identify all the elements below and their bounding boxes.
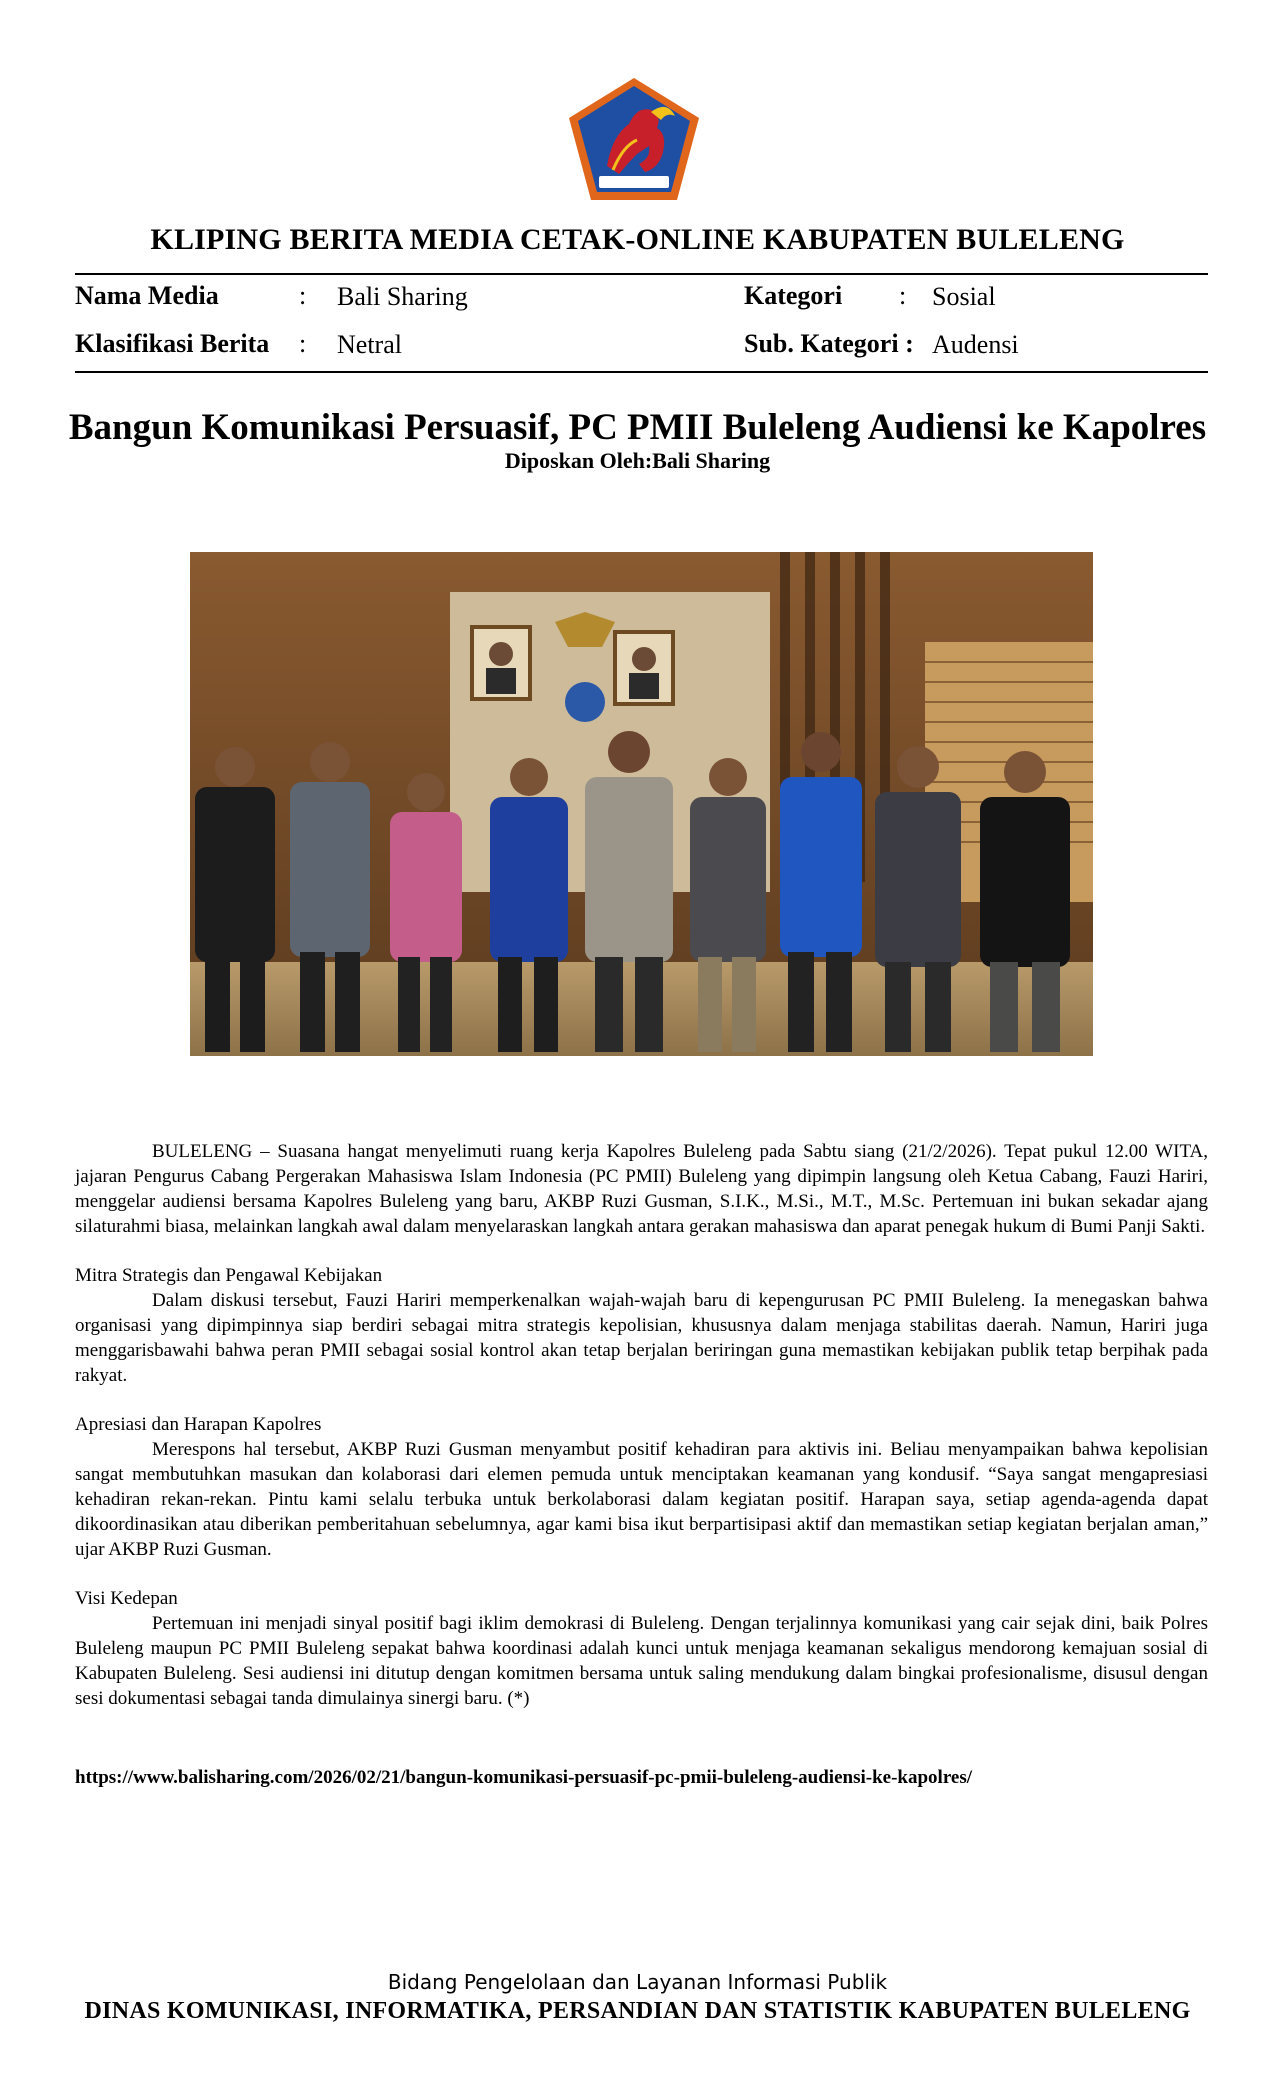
regency-emblem-logo — [567, 76, 701, 202]
group-photo — [190, 552, 1093, 1056]
article-body — [75, 1139, 1208, 1711]
article-byline: Diposkan Oleh:Bali Sharing — [504, 448, 771, 473]
subheading-mitra-strategis: Mitra Strategis dan Pengawal Kebijakan — [75, 1265, 383, 1286]
paragraph-apresiasi: Merespons hal tersebut, AKBP Ruzi Gusman menyambut positif kehadiran para aktivis ini. Beliau menyampaikan bahwa kepolisian sangat membutuhkan masukan dan kolaborasi dari elemen pemuda untuk menciptakan keamanan yang kondusif. “Saya sangat mengapresiasi kehadiran rekan-rekan. Pintu kami selalu terbuka untuk berkolaborasi dalam kegiatan positif. Harapan saya, setiap agenda-agenda dapat dikoordinasikan atau diberikan pemberitahuan sebelumnya, agar kami bisa ikut berpartisipasi aktif dan memastikan setiap kegiatan berjalan aman,” ujar AKBP Ruzi Gusman. — [75, 1439, 1208, 1560]
nama-media-separator: : — [299, 281, 307, 310]
sub-kategori-label: Sub. Kategori : — [744, 329, 914, 358]
nama-media-label: Nama Media — [75, 281, 219, 310]
article-title: Bangun Komunikasi Persuasif, PC PMII Buleleng Audiensi ke Kapolres — [68, 407, 1207, 448]
paragraph-visi-kedepan: Pertemuan ini menjadi sinyal positif bagi iklim demokrasi di Buleleng. Dengan terjalinnya komunikasi yang cair sejak dini, baik Polres Buleleng maupun PC PMII Buleleng sepakat bahwa koordinasi adalah kunci untuk menjaga keamanan sekaligus mendorong kemajuan sosial di Kabupaten Buleleng. Sesi audiensi ini ditutup dengan komitmen bersama untuk saling mendukung dalam bingkai profesionalisme, disusul dengan sesi dokumentasi sebagai tanda dimulainya sinergi baru. (*) — [75, 1613, 1208, 1709]
kategori-separator: : — [899, 281, 907, 310]
subheading-apresiasi: Apresiasi dan Harapan Kapolres — [75, 1414, 322, 1435]
klasifikasi-berita-label: Klasifikasi Berita — [75, 329, 270, 358]
klasifikasi-berita-value: Netral — [337, 330, 402, 359]
source-url-link[interactable]: https://www.balisharing.com/2026/02/21/bangun-komunikasi-persuasif-pc-pmii-buleleng-audiensi-ke-kapolres/ — [75, 1767, 973, 1788]
subheading-visi-kedepan: Visi Kedepan — [75, 1588, 178, 1609]
top-divider — [75, 273, 1208, 275]
nama-media-value: Bali Sharing — [337, 282, 468, 311]
footer-agency: DINAS KOMUNIKASI, INFORMATIKA, PERSANDIAN DAN STATISTIK KABUPATEN BULELENG — [84, 1998, 1191, 2024]
paragraph-intro: BULELENG – Suasana hangat menyelimuti ruang kerja Kapolres Buleleng pada Sabtu siang (21/2/2026). Tepat pukul 12.00 WITA, jajaran Pengurus Cabang Pergerakan Mahasiswa Islam Indonesia (PC PMII) Buleleng yang dipimpin langsung oleh Ketua Cabang, Fauzi Hariri, menggelar audiensi bersama Kapolres Buleleng yang baru, AKBP Ruzi Gusman, S.I.K., M.Si., M.T., M.Sc. Pertemuan ini bukan sekadar ajang silaturahmi biasa, melainkan langkah awal dalam menyelaraskan langkah antara gerakan mahasiswa dan aparat penegak hukum di Bumi Panji Sakti. — [75, 1141, 1208, 1237]
footer-division: Bidang Pengelolaan dan Layanan Informasi Publik — [387, 1970, 888, 1994]
clipping-header-title: KLIPING BERITA MEDIA CETAK-ONLINE KABUPATEN BULELENG — [150, 223, 1125, 256]
kategori-value: Sosial — [932, 282, 996, 311]
kategori-label: Kategori — [744, 281, 843, 310]
klasifikasi-separator: : — [299, 329, 307, 358]
sub-kategori-value: Audensi — [932, 330, 1019, 359]
paragraph-mitra-strategis: Dalam diskusi tersebut, Fauzi Hariri memperkenalkan wajah-wajah baru di kepengurusan PC PMII Buleleng. Ia menegaskan bahwa organisasi yang dipimpinnya siap berdiri sebagai mitra strategis kepolisian, khususnya dalam menjaga stabilitas daerah. Namun, Hariri juga menggarisbawahi bahwa peran PMII sebagai sosial kontrol akan tetap berjalan beriringan guna memastikan kebijakan publik tetap berpihak pada rakyat. — [75, 1290, 1208, 1386]
meta-divider — [75, 371, 1208, 373]
